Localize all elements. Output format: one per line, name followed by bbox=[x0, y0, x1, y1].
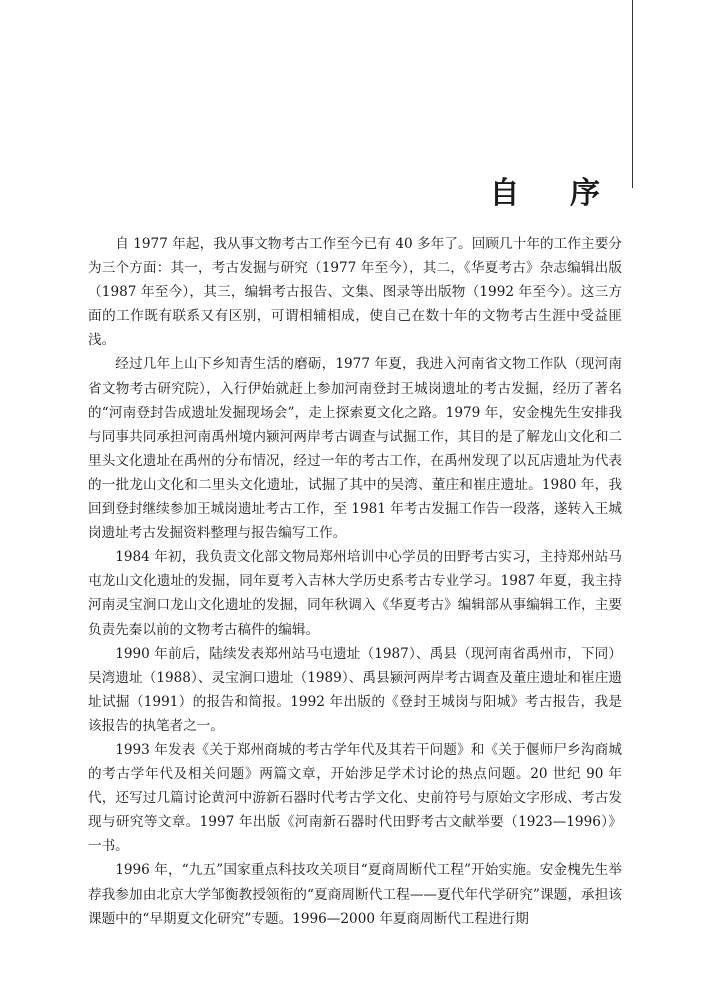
paragraph-4: 1990 年前后，陆续发表郑州站马屯遗址（1987）、禹县（现河南省禹州市，下同）吴湾遗址（1988）、灵宝涧口遗址（1989）、禹县颍河两岸考古调查及董庄遗址和崔庄遗址试掘（1991）的报告和简报。1992 年出版的《登封王城岗与阳城》考古报告，我是该报告的执笔者之一。 bbox=[88, 645, 622, 734]
paragraph-6: 1996 年，“九五”国家重点科技攻关项目“夏商周断代工程”开始实施。安金槐先生举荐我参加由北京大学邹衡教授领衔的“夏商周断代工程——夏代年代学研究”课题，承担该课题中的“早期夏文化研究”专题。1996—2000 年夏商周断代工程进行期 bbox=[88, 862, 622, 927]
paragraph-3: 1984 年初，我负责文化部文物局郑州培训中心学员的田野考古实习，主持郑州站马屯龙山文化遗址的发掘，同年夏考入吉林大学历史系考古专业学习。1987 年夏，我主持河南灵宝涧口龙山文化遗址的发掘，同年秋调入《华夏考古》编辑部从事编辑工作，主要负责先秦以前的文物考古稿件的编辑。 bbox=[88, 549, 622, 638]
paragraph-2: 经过几年上山下乡知青生活的磨砺，1977 年夏，我进入河南省文物工作队（现河南省文物考古研究院），入行伊始就赶上参加河南登封王城岗遗址的考古发掘，经历了著名的“河南登封告成遗址发掘现场会”，走上探索夏文化之路。1979 年，安金槐先生安排我与同事共同承担河南禹州境内颍河两岸考古调查与试掘工作，其目的是了解龙山文化和二里头文化遗址在禹州的分布情况，经过一年的考古工作，在禹州发现了以瓦店遗址为代表的一批龙山文化和二里头文化遗址，试掘了其中的吴湾、董庄和崔庄遗址。1980 年，我回到登封继续参加王城岗遗址考古工作，至 1981 年考古发掘工作告一段落，遂转入王城岗遗址考古发掘资料整理与报告编写工作。 bbox=[88, 356, 622, 542]
paragraph-1: 自 1977 年起，我从事文物考古工作至今已有 40 多年了。回顾几十年的工作主要分为三个方面：其一，考古发掘与研究（1977 年至今），其二，《华夏考古》杂志编辑出版（1987 年至今），其三，编辑考古报告、文集、图录等出版物（1992 年至今）。这三方面的工作既有联系又有区别，可谓相辅相成，使自己在数十年的文物考古生涯中受益匪浅。 bbox=[88, 236, 622, 349]
preface-body bbox=[88, 232, 622, 931]
page-title: 自 序 bbox=[489, 176, 620, 212]
paragraph-5: 1993 年发表《关于郑州商城的考古学年代及其若干问题》和《关于偃师尸乡沟商城的考古学年代及相关问题》两篇文章，开始涉足学术讨论的热点问题。20 世纪 90 年代，还写过几篇讨论黄河中游新石器时代考古学文化、史前符号与原始文字形成、考古发现与研究等文章。1997 年出版《河南新石器时代田野考古文献举要（1923—1996）》一书。 bbox=[88, 741, 622, 855]
page-edge-rule bbox=[632, 0, 633, 188]
